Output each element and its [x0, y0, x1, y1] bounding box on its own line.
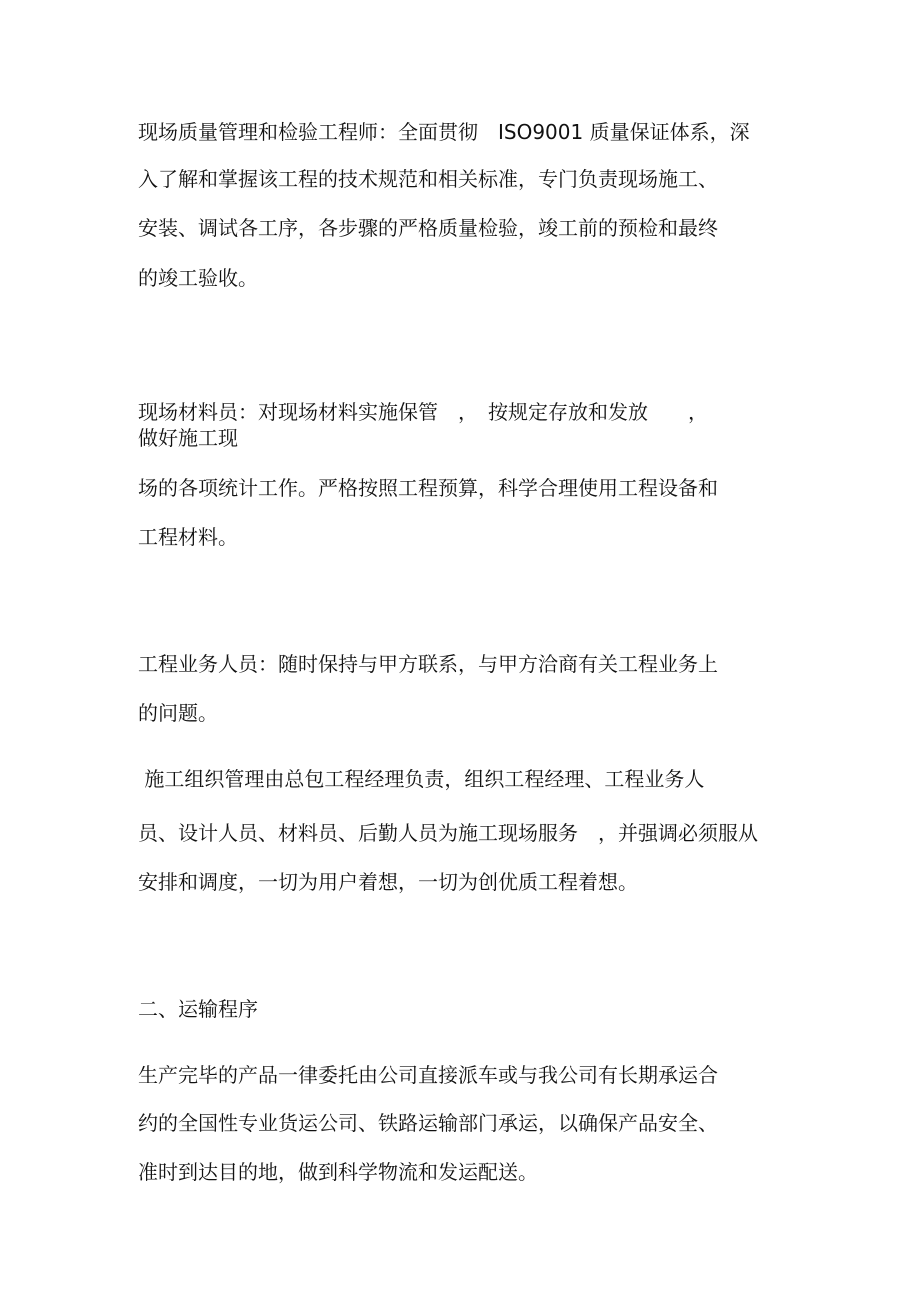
para3-line1: 工程业务人员：随时保持与甲方联系，与甲方洽商有关工程业务上 [138, 652, 718, 676]
para2-line3: 场的各项统计工作。严格按照工程预算，科学合理使用工程设备和 [138, 476, 718, 500]
para5-line3: 准时到达目的地，做到科学物流和发运配送。 [138, 1160, 538, 1184]
para2-line4: 工程材料。 [138, 525, 238, 549]
para3-line2: 的问题。 [138, 701, 218, 725]
para5-line2: 约的全国性专业货运公司、铁路运输部门承运，以确保产品安全、 [138, 1111, 718, 1135]
para4-line1: 施工组织管理由总包工程经理负责，组织工程经理、工程业务人 [138, 767, 705, 791]
para5-line1: 生产完毕的产品一律委托由公司直接派车或与我公司有长期承运合 [138, 1063, 718, 1087]
para2-line1: 现场材料员：对现场材料实施保管 ， 按规定存放和发放 ， [138, 400, 708, 424]
para1-line2: 入了解和掌握该工程的技术规范和相关标准，专门负责现场施工、 [138, 167, 718, 191]
para4-line2: 员、设计人员、材料员、后勤人员为施工现场服务 ，并强调必须服从 [138, 821, 758, 845]
para1-line1: 现场质量管理和检验工程师：全面贯彻 ISO9001 质量保证体系，深 [138, 120, 750, 144]
para4-line3: 安排和调度，一切为用户着想，一切为创优质工程着想。 [138, 870, 638, 894]
para1-line4: 的竣工验收。 [138, 266, 258, 290]
para1-line3: 安装、调试各工序，各步骤的严格质量检验，竣工前的预检和最终 [138, 216, 718, 240]
para2-line2: 做好施工现 [138, 426, 238, 450]
section-heading: 二、运输程序 [138, 997, 258, 1021]
